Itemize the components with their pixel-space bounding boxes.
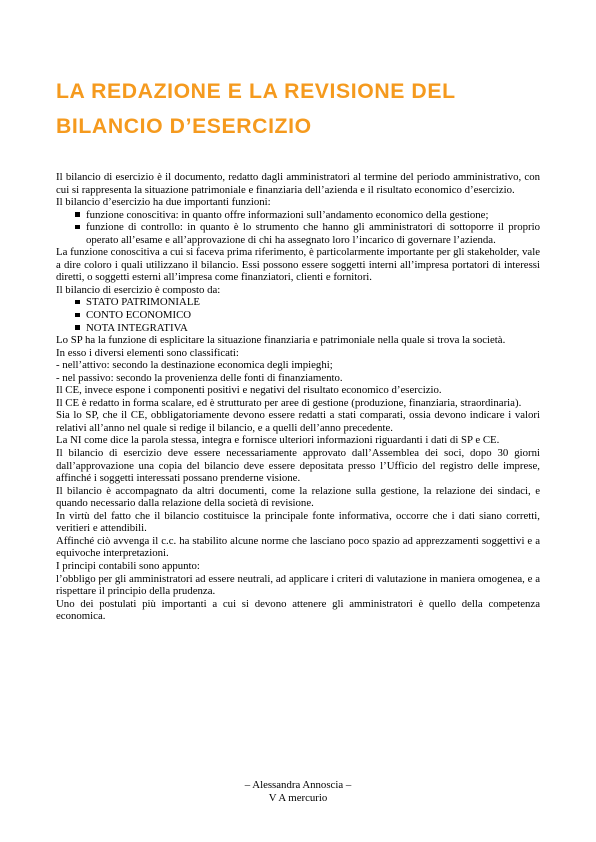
- page-footer: [0, 779, 596, 805]
- paragraph-components-intro: Il bilancio di esercizio è composto da:: [56, 283, 221, 296]
- paragraph-fonte-informativa: In virtù del fatto che il bilancio costituisce la principale fonte informativa, occorre che i dati siano corretti, veritieri e attendibili.: [56, 509, 540, 535]
- footer-author: – Alessandra Annoscia –: [244, 779, 352, 791]
- document-title: [56, 74, 556, 144]
- paragraph-functions-intro: Il bilancio d’esercizio ha due importanti funzioni:: [56, 196, 271, 209]
- document-body: [56, 171, 540, 623]
- footer-class: V A mercurio: [268, 792, 328, 804]
- paragraph-ce: Il CE, invece espone i componenti positivi e negativi del risultato economico d’esercizio.: [56, 384, 442, 397]
- list-item: CONTO ECONOMICO: [74, 309, 540, 322]
- list-item: STATO PATRIMONIALE: [74, 296, 540, 309]
- paragraph-classification: In esso i diversi elementi sono classificati:: [56, 346, 239, 359]
- paragraph-stati-comparati: Sia lo SP, che il CE, obbligatoriamente devono essere redatti a stati comparati, ossia devono indicare i valori relativi all’anno nel quale si redige il bilancio, e a quelli dell’anno precedente.: [56, 409, 540, 434]
- paragraph-intro: Il bilancio di esercizio è il documento, redatto dagli amministratori al termine del periodo amministrativo, con cui si rappresenta la situazione patrimoniale e finanziaria dell’azienda e il risultato economico d’esercizio.: [56, 171, 540, 196]
- paragraph-attivo: - nell’attivo: secondo la destinazione economica degli impieghi;: [56, 359, 333, 372]
- functions-list: [56, 209, 540, 247]
- paragraph-approvazione: Il bilancio di esercizio deve essere necessariamente approvato dall’Assemblea dei soci, dopo 30 giorni dall’approvazione una copia del bilancio deve essere depositata presso l’Ufficio del registro delle imprese, affinché i soggetti interessati possano prenderne visione.: [56, 447, 540, 485]
- paragraph-ni: La NI come dice la parola stessa, integra e fornisce ulteriori informazioni riguardanti i dati di SP e CE.: [56, 434, 500, 447]
- list-item: NOTA INTEGRATIVA: [74, 322, 540, 335]
- paragraph-obbligo: l’obbligo per gli amministratori ad essere neutrali, ad applicare i criteri di valutazione in maniera omogenea, e a rispettare il principio della prudenza.: [56, 572, 540, 598]
- title-line-1: LA REDAZIONE E LA REVISIONE DEL: [56, 80, 456, 103]
- paragraph-documenti: Il bilancio è accompagnato da altri documenti, come la relazione sulla gestione, la relazione dei sindaci, e quando necessario dalla relazione della società di revisione.: [56, 484, 540, 510]
- paragraph-competenza: Uno dei postulati più importanti a cui si devono attenere gli amministratori è quello della competenza economica.: [56, 597, 540, 623]
- paragraph-norme: Affinché ciò avvenga il c.c. ha stabilito alcune norme che lasciano poco spazio ad apprezzamenti soggettivi e a equivoche interpretazioni.: [56, 534, 540, 560]
- list-item: funzione conoscitiva: in quanto offre informazioni sull’andamento economico della gestione;: [74, 209, 540, 222]
- paragraph-stakeholder: La funzione conoscitiva a cui si faceva prima riferimento, è particolarmente importante per gli stakeholder, vale a dire coloro i quali utilizzano il bilancio. Essi possono essere soggetti interni all’impresa portatori di interessi diretti, o soggetti esterni all’impresa come finanziatori, clienti e fornitori.: [56, 246, 540, 284]
- components-list: [56, 296, 540, 334]
- paragraph-ce-scalare: Il CE è redatto in forma scalare, ed è strutturato per aree di gestione (produzione, finanziaria, straordinaria).: [56, 396, 522, 409]
- title-line-2: BILANCIO D’ESERCIZIO: [56, 115, 312, 138]
- paragraph-principi: I principi contabili sono appunto:: [56, 559, 200, 572]
- list-item: funzione di controllo: in quanto è lo strumento che hanno gli amministratori di sottoporre il proprio operato all’esame e all’approvazione di chi ha assegnato loro l’incarico di governare l’azienda.: [74, 221, 540, 246]
- paragraph-sp: Lo SP ha la funzione di esplicitare la situazione finanziaria e patrimoniale nella quale si trova la società.: [56, 334, 506, 347]
- paragraph-passivo: - nel passivo: secondo la provenienza delle fonti di finanziamento.: [56, 371, 343, 384]
